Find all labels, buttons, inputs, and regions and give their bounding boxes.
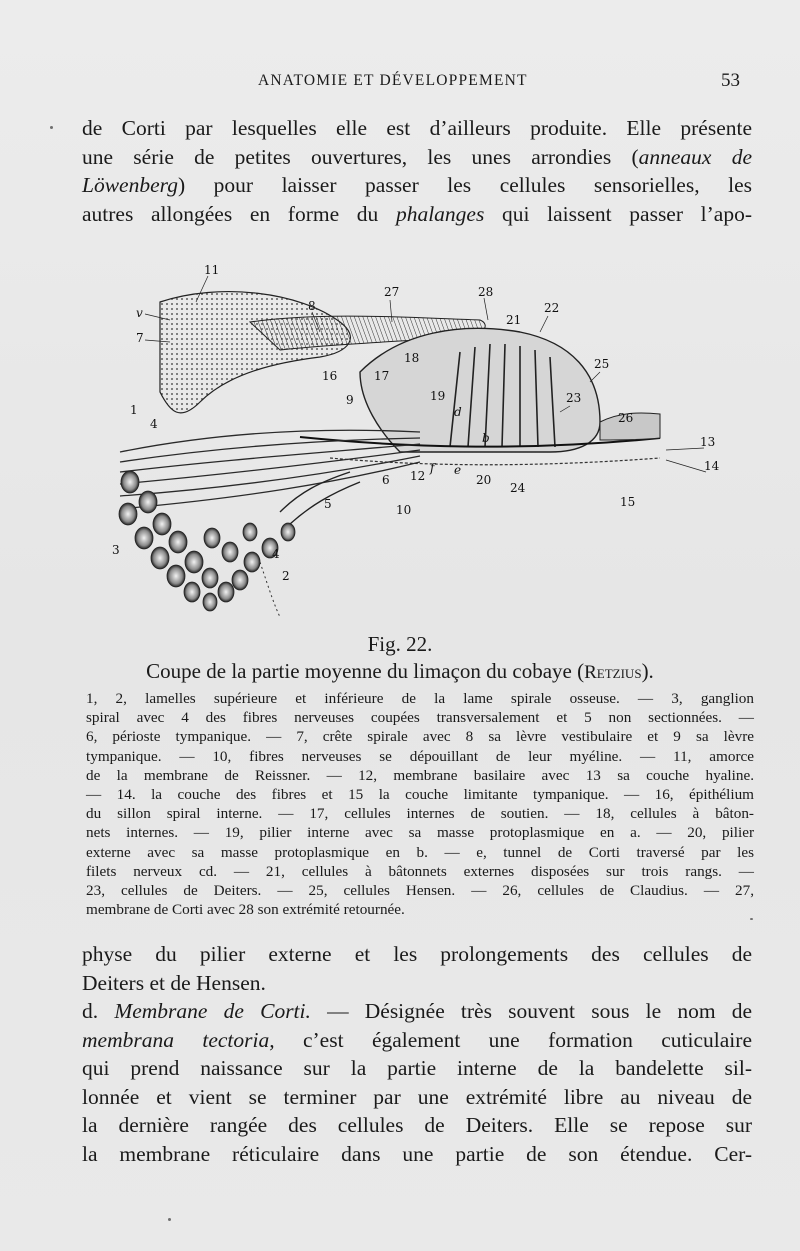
paper-speck: [168, 1218, 171, 1221]
running-head: [80, 72, 740, 96]
legend-line: spiral avec 4 des fibres nerveuses coupées transversalement et 5 non sectionnées. —: [86, 709, 754, 727]
legend-line: nets internes. — 19, pilier interne avec sa masse protoplasmique en a. — 20, pilier: [86, 824, 754, 842]
fig-marker: 19: [430, 389, 446, 403]
legend-line: externe avec sa masse protoplasmique en b. — e, tunnel de Corti traversé par les: [86, 843, 754, 861]
text-line: Deiters et de Hensen.: [82, 970, 266, 995]
text-line: Löwenberg) pour laisser passer les cellules sensorielles, les: [82, 173, 752, 197]
fig-marker: e: [454, 463, 462, 477]
legend-line: 23, cellules de Deiters. — 25, cellules Hensen. — 26, cellules de Claudius. — 27,: [86, 882, 754, 900]
fig-marker: 3: [112, 543, 120, 557]
text-line: membrana tectoria, c’est également une formation cuticulaire: [82, 1027, 752, 1052]
legend-line: membrane de Corti avec 28 son extrémité retournée.: [86, 901, 405, 919]
fig-marker: 17: [374, 369, 390, 383]
fig-marker: 25: [594, 357, 610, 371]
fig-marker: 2: [282, 569, 290, 583]
periosteum: [260, 562, 280, 617]
legend-line: du sillon spiral interne. — 17, cellules internes de soutien. — 18, cellules à bâton-: [86, 805, 754, 823]
fig-marker: 20: [476, 473, 492, 487]
italic-term: membrana tectoria,: [82, 1027, 275, 1052]
caption-author: Retzius: [584, 662, 642, 683]
fig-marker: 18: [404, 351, 420, 365]
fig-marker: 21: [506, 313, 522, 327]
page-number: 53: [721, 70, 740, 91]
legend-line: — 14. la couche des fibres et 15 la couche limitante tympanique. — 16, épithélium: [86, 786, 754, 804]
fig-marker: 27: [384, 285, 400, 299]
running-title: ANATOMIE ET DÉVELOPPEMENT: [258, 72, 528, 89]
paragraph-top: [82, 114, 752, 228]
fig-marker: d: [454, 405, 462, 419]
text-line: de Corti par lesquelles elle est d’ailleurs produite. Elle présente: [82, 116, 752, 140]
fig-marker: b: [482, 431, 490, 445]
text-line: lonnée et vient se terminer par une extrémité libre au niveau de: [82, 1084, 752, 1109]
italic-term: Löwenberg: [82, 173, 178, 197]
spiral-crest: [160, 292, 350, 413]
fig-marker: 4: [150, 417, 158, 431]
fig-marker: 6: [382, 473, 390, 487]
text-line: la membrane réticulaire dans une partie de son étendue. Cer-: [82, 1141, 752, 1166]
legend-line: 6, périoste tympanique. — 7, crête spirale avec 8 sa lèvre vestibulaire et 9 sa lèvre: [86, 728, 754, 746]
fig-marker: v: [136, 306, 143, 320]
caption-end: ).: [641, 659, 654, 683]
italic-term: Membrane de Corti.: [114, 999, 311, 1023]
legend-line: tympanique. — 10, fibres nerveuses se dépouillant de leur myéline. — 11, amorce: [86, 747, 754, 765]
fig-marker: f: [430, 461, 435, 475]
fig-marker: 14: [704, 459, 720, 473]
text-line: la dernière rangée des cellules de Deiters. Elle se repose sur: [82, 1113, 752, 1137]
text-line: autres allongées en forme du phalanges qui laissent passer l’apo-: [82, 201, 753, 226]
paper-speck: [50, 126, 53, 129]
legend-line: filets nerveux cd. — 21, cellules à bâtonnets externes disposées sur trois rangs. —: [86, 862, 754, 880]
fig-marker: 15: [620, 495, 636, 509]
fig-marker: 22: [544, 301, 560, 315]
legend-line: de la membrane de Reissner. — 12, membrane basilaire avec 13 sa couche hyaline.: [86, 766, 754, 784]
fig-marker: 13: [700, 435, 716, 449]
fig-marker: 11: [204, 263, 220, 277]
bony-spiral-lamina: [280, 472, 360, 524]
fig-marker: 8: [308, 299, 316, 313]
figure-label: Fig. 22.: [367, 632, 433, 656]
fig-marker: 16: [322, 369, 338, 383]
fig-marker: 28: [478, 285, 494, 299]
text-line: une série de petites ouvertures, les unes arrondies (anneaux de: [82, 144, 752, 169]
fig-marker: 12: [410, 469, 426, 483]
figure-legend: [86, 689, 754, 919]
paragraph-membrane-corti: [82, 997, 752, 1168]
caption-text: Coupe de la partie moyenne du limaçon du cobaye (: [146, 659, 585, 683]
fig-marker: 9: [346, 393, 354, 407]
italic-term: phalanges: [395, 201, 485, 226]
paragraph-continuation: [82, 940, 752, 997]
italic-term: anneaux de: [638, 144, 752, 169]
fig-marker: 24: [510, 481, 526, 495]
text-line: qui prend naissance sur la partie interne de la bandelette sil-: [82, 1056, 752, 1080]
fig-marker: 26: [618, 411, 634, 425]
fig-marker: 23: [566, 391, 582, 405]
fig-marker: 1: [130, 403, 138, 417]
text-line: physe du pilier externe et les prolongements des cellules de: [82, 942, 752, 966]
organ-of-corti: [360, 328, 600, 452]
cochlea-section-figure: [100, 262, 720, 622]
legend-line: 1, 2, lamelles supérieure et inférieure de la lame spirale osseuse. — 3, ganglion: [86, 690, 754, 707]
fig-marker: 4: [272, 547, 280, 561]
paper-speck: [750, 918, 753, 920]
fig-marker: 10: [396, 503, 412, 517]
text-line: d. Membrane de Corti. — Désignée très souvent sous le nom de: [82, 999, 753, 1023]
figure-caption: [80, 659, 720, 684]
nerve-fibres: [120, 430, 420, 508]
fig-marker: 7: [136, 331, 144, 345]
fig-marker: 5: [324, 497, 332, 511]
